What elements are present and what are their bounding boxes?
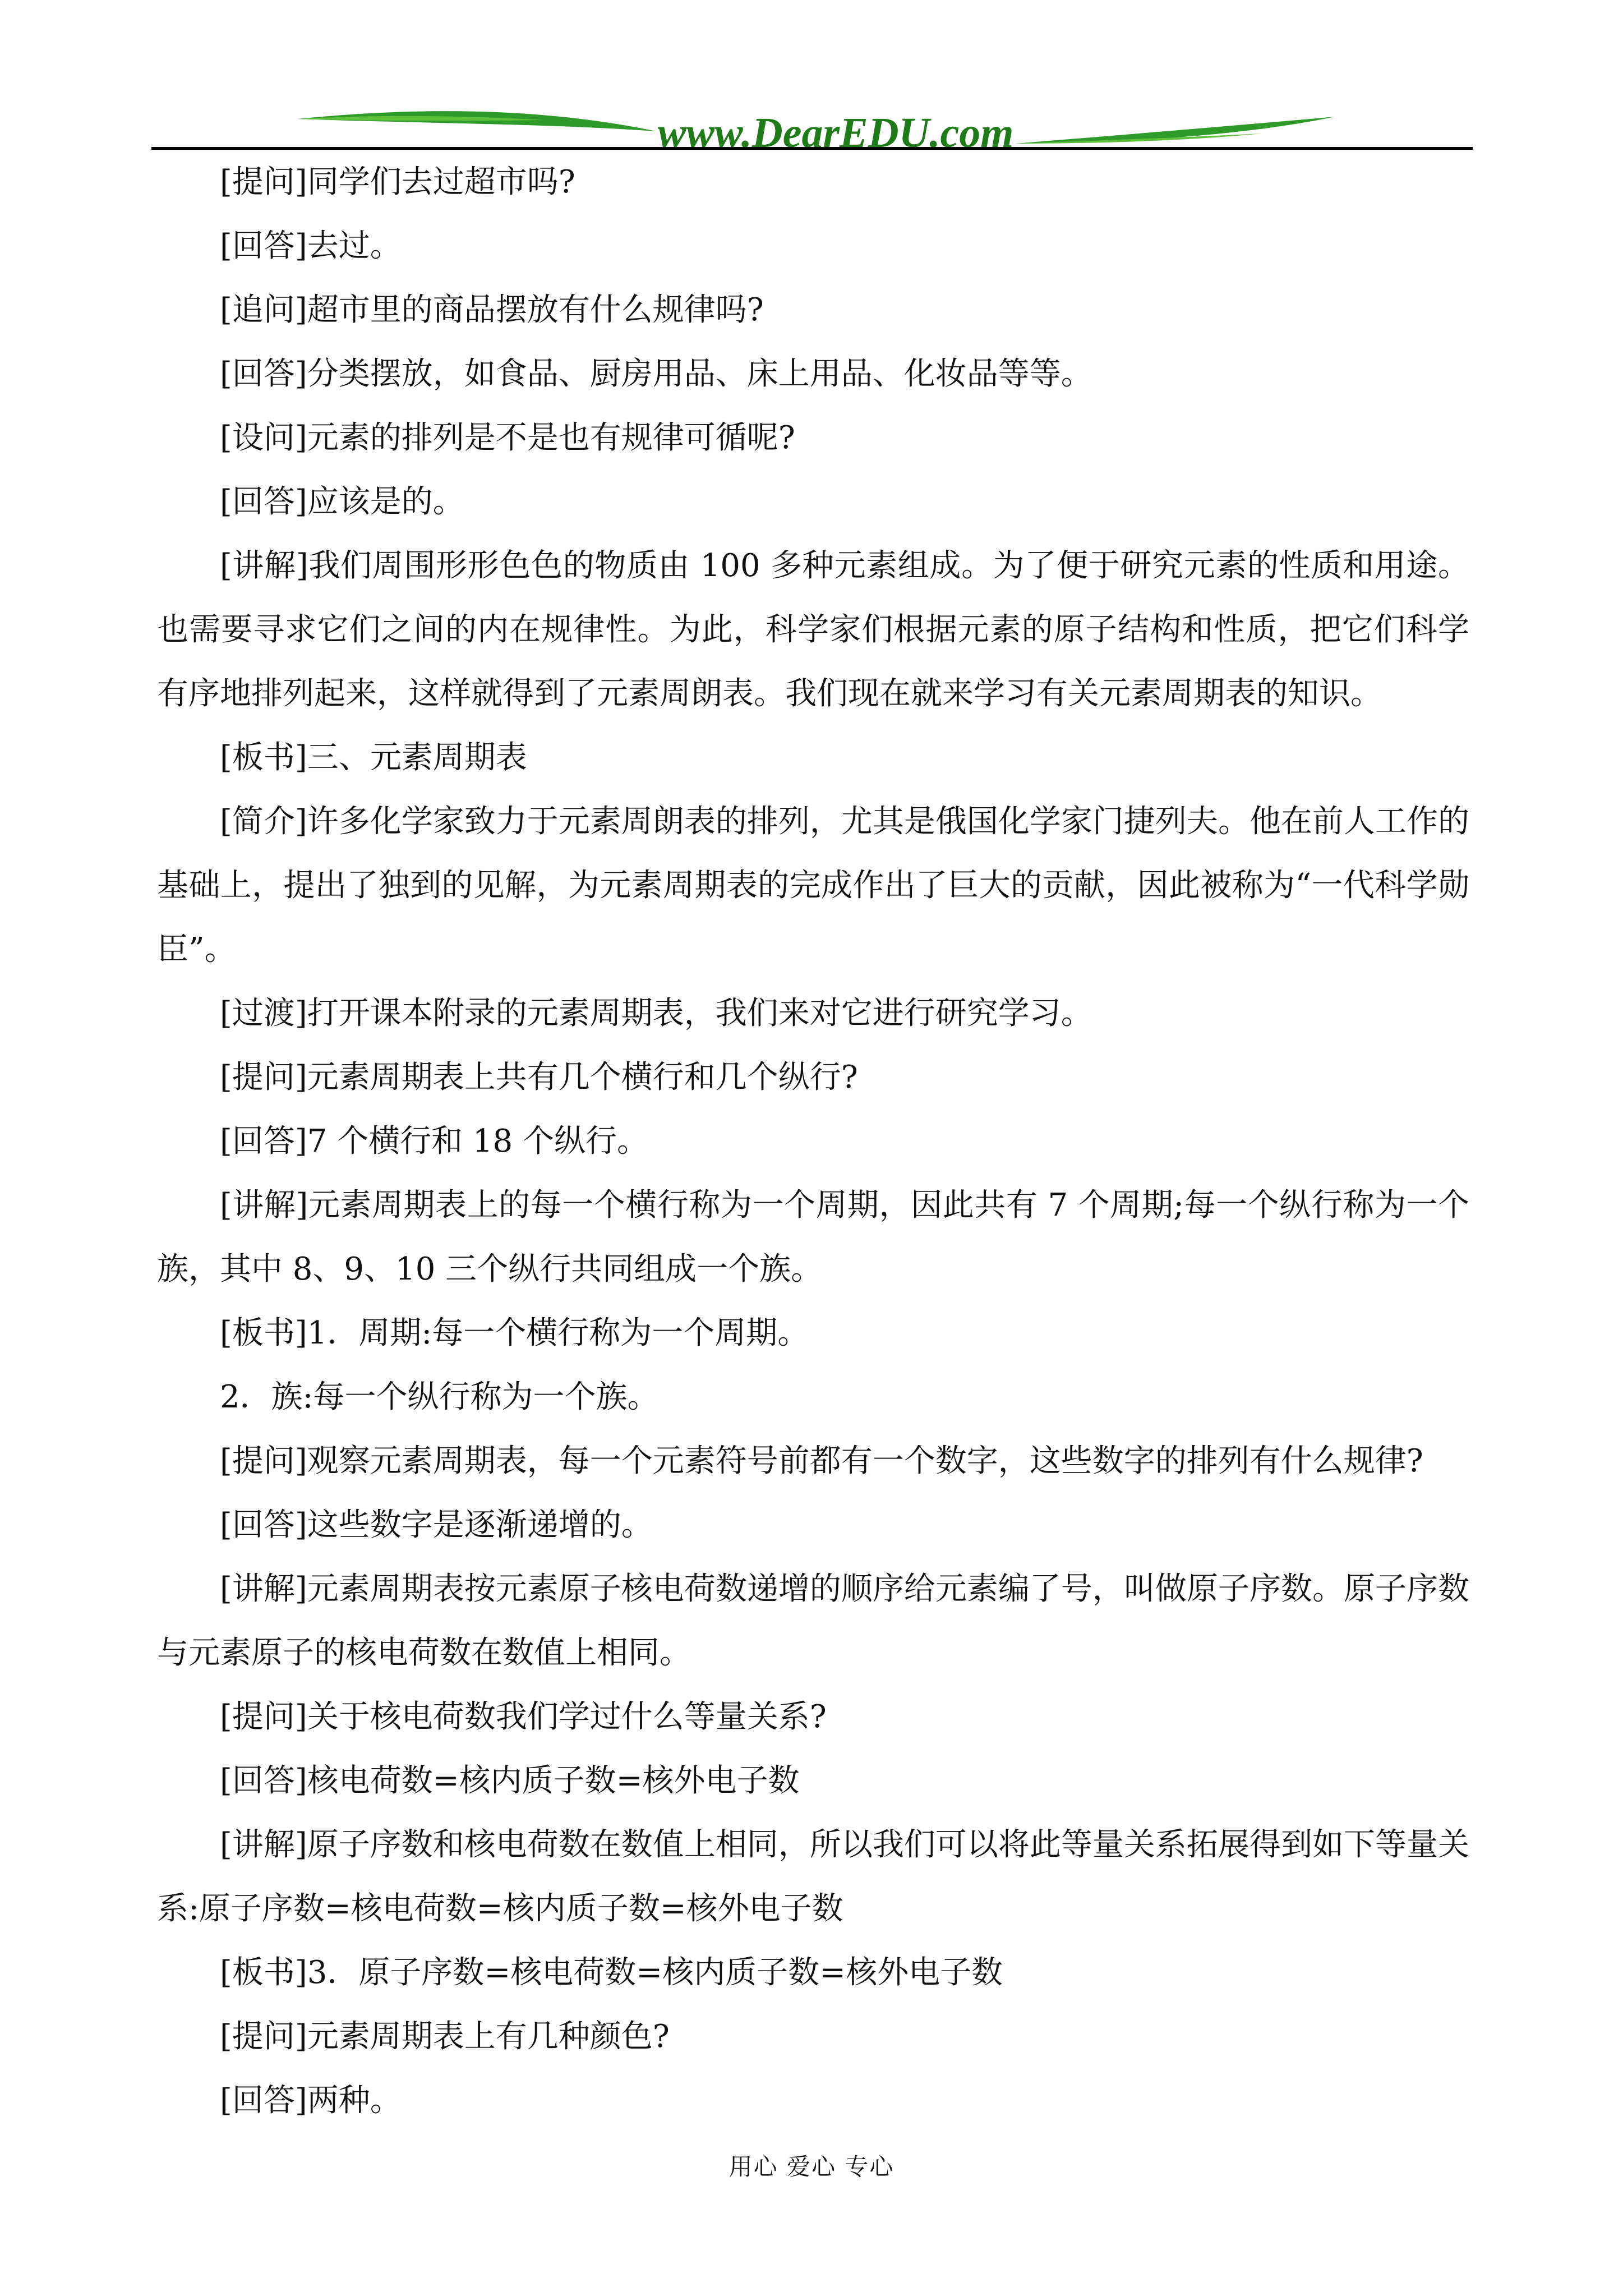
page-footer: 用心 爱心 专心 <box>728 2153 895 2180</box>
paragraph: [回答]应该是的。 <box>220 484 464 520</box>
paragraph: [过渡]打开课本附录的元素周期表，我们来对它进行研究学习。 <box>220 995 1092 1032</box>
paragraph: [追问]超市里的商品摆放有什么规律吗? <box>220 292 764 328</box>
paragraph: 2．族:每一个纵行称为一个族。 <box>220 1379 659 1415</box>
header-divider <box>151 147 1473 150</box>
paragraph: [回答]两种。 <box>220 2082 402 2119</box>
paragraph: [提问]关于核电荷数我们学过什么等量关系? <box>220 1699 827 1735</box>
paragraph: [讲解]元素周期表按元素原子核电荷数递增的顺序给元素编了号，叫做原子序数。原子序数与元素原子的核电荷数在数值上相同。 <box>157 1571 1469 1671</box>
paragraph: [回答]去过。 <box>220 228 402 264</box>
paragraph: [提问]观察元素周期表，每一个元素符号前都有一个数字，这些数字的排列有什么规律? <box>220 1443 1423 1479</box>
document-body <box>157 150 1469 2133</box>
paragraph: [回答]分类摆放，如食品、厨房用品、床上用品、化妆品等等。 <box>220 356 1092 392</box>
paragraph: [回答]核电荷数=核内质子数=核外电子数 <box>220 1763 800 1799</box>
paragraph: [讲解]我们周围形形色色的物质由 100 多种元素组成。为了便于研究元素的性质和用途。也需要寻求它们之间的内在规律性。为此，科学家们根据元素的原子结构和性质，把它们科学有序地排列起来，这样就得到了元素周朗表。我们现在就来学习有关元素周期表的知识。 <box>157 547 1469 712</box>
paragraph: [板书]1．周期:每一个横行称为一个周期。 <box>220 1315 809 1351</box>
paragraph: [回答]这些数字是逐渐递增的。 <box>220 1507 653 1543</box>
paragraph: [板书]3．原子序数=核电荷数=核内质子数=核外电子数 <box>220 1954 1003 1991</box>
paragraph: [简介]许多化学家致力于元素周朗表的排列，尤其是俄国化学家门捷列夫。他在前人工作的基础上，提出了独到的见解，为元素周期表的完成作出了巨大的贡献，因此被称为“一代科学勋臣”。 <box>157 803 1469 968</box>
paragraph: [板书]三、元素周期表 <box>220 739 527 776</box>
paragraph: [讲解]原子序数和核电荷数在数值上相同，所以我们可以将此等量关系拓展得到如下等量关系:原子序数=核电荷数=核内质子数=核外电子数 <box>157 1826 1469 1927</box>
paragraph: [提问]同学们去过超市吗? <box>220 164 575 200</box>
paragraph: [回答]7 个横行和 18 个纵行。 <box>220 1123 648 1159</box>
paragraph: [提问]元素周期表上共有几个横行和几个纵行? <box>220 1059 858 1096</box>
paragraph: [提问]元素周期表上有几种颜色? <box>220 2018 670 2055</box>
paragraph: [讲解]元素周期表上的每一个横行称为一个周期，因此共有 7 个周期;每一个纵行称为一个族，其中 8、9、10 三个纵行共同组成一个族。 <box>157 1187 1469 1287</box>
logo-text: www.DearEDU.com <box>657 109 1014 157</box>
paragraph: [设问]元素的排列是不是也有规律可循呢? <box>220 420 795 456</box>
logo-left-swoosh <box>297 111 656 131</box>
